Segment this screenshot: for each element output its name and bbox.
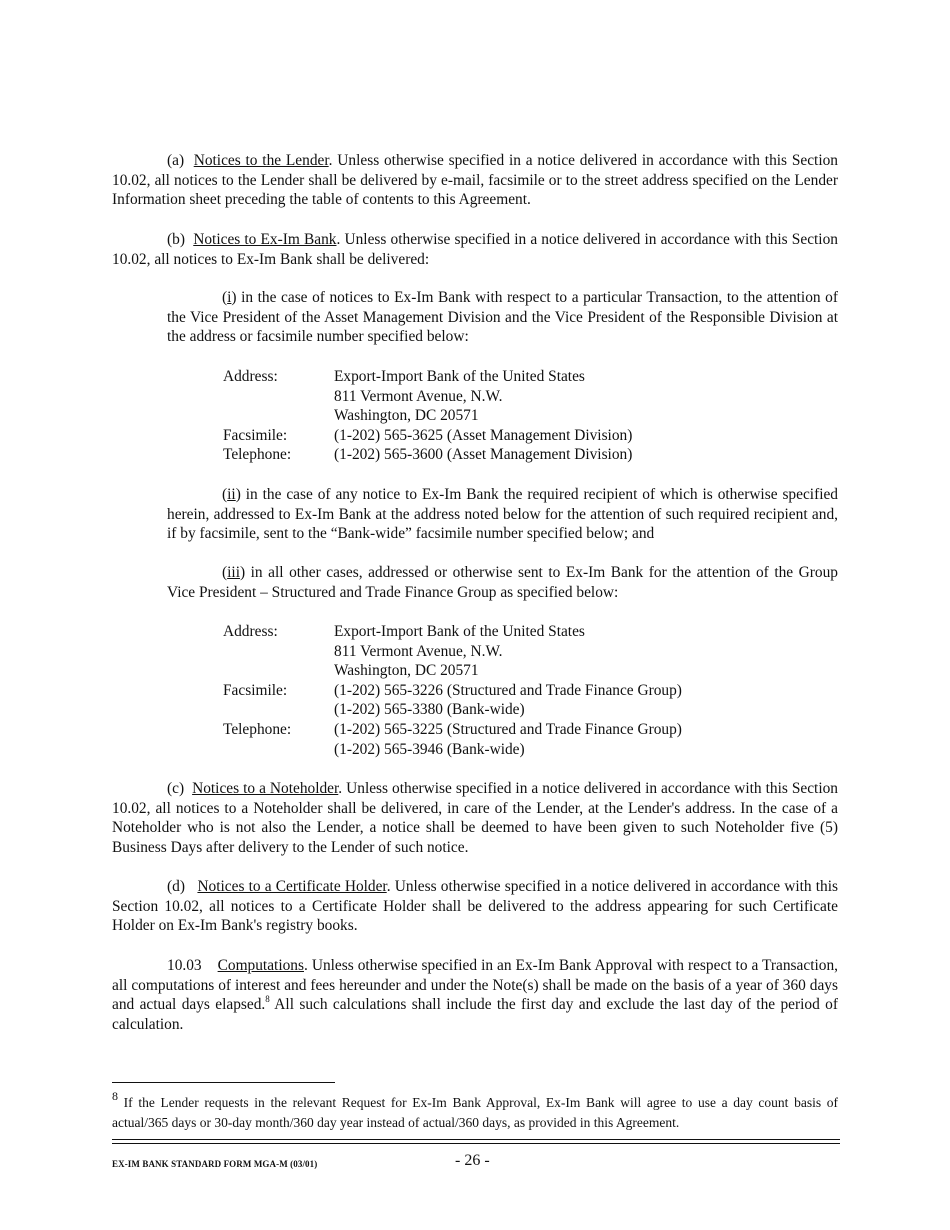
notice-lender-paragraph [112,151,838,210]
address-row [223,406,632,426]
address-row [223,367,632,387]
address-row [223,740,682,760]
section-number: (d) [167,878,185,895]
section-text: . Unless otherwise specified in a notice delivered in accordance with this Section 10.02, all notices to the Lender shall be delivered by e-mail, facsimile or to the street address specified on the Lender Information sheet preceding the table of contents to this Agreement. [112,152,838,209]
form-identifier: EX-IM BANK STANDARD FORM MGA-M (03/01) [112,1159,318,1169]
clause-number: ii [227,486,236,503]
address-label: Facsimile: [223,681,288,699]
address-label: Facsimile: [223,426,288,444]
address-label: Address: [223,623,278,640]
footnote-text: If the Lender requests in the relevant Request for Ex-Im Bank Approval, Ex-Im Bank will agree to use a day count basis of actual/365 days or 30-day month/360 day year instead of actual/360 days, as provided in this Agreement. [112,1095,838,1130]
address-label: Telephone: [223,720,292,738]
section-text: . Unless otherwise specified in a notice delivered in accordance with this Section 10.02, all notices to a Noteholder shall be delivered, in care of the Lender, at the Lender's address. In the case of a Noteholder who is not also the Lender, a notice shall be deemed to have been given to such Noteholder five (5) Business Days after delivery to the Lender of such notice. [112,780,838,856]
notice-noteholder-paragraph [112,779,838,857]
notice-eximbank-paragraph [112,230,838,269]
address-row [223,720,682,740]
address-row [223,681,682,701]
address-value: Export-Import Bank of the United States [334,623,585,640]
section-number: (c) [167,780,185,797]
notice-certificate-holder-paragraph [112,877,838,936]
section-heading: Notices to the Lender [193,152,329,169]
clause-text: in all other cases, addressed or otherwise sent to Ex-Im Bank for the attention of the Group Vice President – Structured and Trade Finance Group as specified below: [167,564,838,601]
clause-ii-paragraph: (ii) in the case of any notice to Ex-Im Bank the required recipient of which is otherwise specified herein, addressed to Ex-Im Bank at the address noted below for the attention of such required recipient and, if by facsimile, sent to the “Bank-wide” facsimile number specified below; and [167,486,838,543]
footnote [112,1088,838,1132]
section-number: (a) [167,152,185,169]
clause-text: in the case of notices to Ex-Im Bank with respect to a particular Transaction, to the attention of the Vice President of the Asset Management Division and the Vice President of the Responsible Division at the address or facsimile number specified below: [167,289,838,346]
address-value: (1-202) 565-3380 (Bank-wide) [334,701,525,719]
address-value: Washington, DC 20571 [334,407,479,425]
address-row [223,426,632,446]
address-value: Washington, DC 20571 [334,662,479,680]
address-row [223,642,682,662]
section-text-continued: All such calculations shall include the first day and exclude the last day of the period of calculation. [112,996,838,1033]
address-row [223,661,682,681]
address-block-asset-management [223,367,632,465]
address-label [223,661,334,681]
section-heading: Computations [217,957,304,974]
address-label: Address: [223,368,278,385]
clause-text: in the case of any notice to Ex-Im Bank the required recipient of which is otherwise specified herein, addressed to Ex-Im Bank at the address noted below for the attention of such required recipient and, if by facsimile, sent to the “Bank-wide” facsimile number specified below; and [167,486,838,543]
address-label [223,387,334,407]
address-label [223,642,334,662]
address-label [223,740,334,760]
section-heading: Notices to Ex-Im Bank [193,231,337,248]
section-heading: Notices to a Certificate Holder [197,878,387,895]
page-number: - 26 - [455,1152,490,1169]
footer-rule-bottom [112,1143,840,1144]
section-text: . Unless otherwise specified in a notice delivered in accordance with this Section 10.02, all notices to Ex-Im Bank shall be delivered: [112,231,838,268]
address-label [223,700,334,720]
address-value: 811 Vermont Avenue, N.W. [334,642,503,660]
clause-number: i [227,289,232,306]
address-row [223,622,682,642]
address-value: 811 Vermont Avenue, N.W. [334,387,503,405]
section-text: . Unless otherwise specified in a notice delivered in accordance with this Section 10.02, all notices to a Certificate Holder shall be delivered to the address appearing for such Certificate Holder on Ex-Im Bank's registry books. [112,878,839,935]
address-row [223,700,682,720]
address-block-structured-trade [223,622,682,759]
address-value: (1-202) 565-3625 (Asset Management Division) [334,426,633,444]
footer-rule-top [112,1139,840,1140]
section-number: 10.03 [167,957,202,974]
clause-number: iii [227,564,240,581]
section-number: (b) [167,231,185,248]
footnote-reference: 8 [265,994,270,1005]
address-value: Export-Import Bank of the United States [334,368,585,385]
footnote-mark: 8 [112,1088,118,1103]
footnote-divider [112,1082,335,1083]
clause-iii-paragraph: (iii) in all other cases, addressed or otherwise sent to Ex-Im Bank for the attention of the Group Vice President – Structured and Trade Finance Group as specified below: [167,564,838,601]
section-heading: Notices to a Noteholder [192,780,339,797]
address-row [223,445,632,465]
clause-i-paragraph: (i) in the case of notices to Ex-Im Bank with respect to a particular Transaction, to the attention of the Vice President of the Asset Management Division and the Vice President of the Responsible Division at the address or facsimile number specified below: [167,289,838,346]
address-label: Telephone: [223,446,292,464]
computations-paragraph [112,956,838,1034]
address-value: (1-202) 565-3600 (Asset Management Division) [334,446,633,464]
address-label [223,406,334,426]
address-value: (1-202) 565-3946 (Bank-wide) [334,740,525,758]
section-text: . Unless otherwise specified in an Ex-Im Bank Approval with respect to a Transaction, all computations of interest and fees hereunder and under the Note(s) shall be made on the basis of a year of 360 days and actual days elapsed. [112,957,838,1014]
address-value: (1-202) 565-3226 (Structured and Trade Finance Group) [334,681,682,699]
address-value: (1-202) 565-3225 (Structured and Trade Finance Group) [334,720,682,738]
address-row [223,387,632,407]
